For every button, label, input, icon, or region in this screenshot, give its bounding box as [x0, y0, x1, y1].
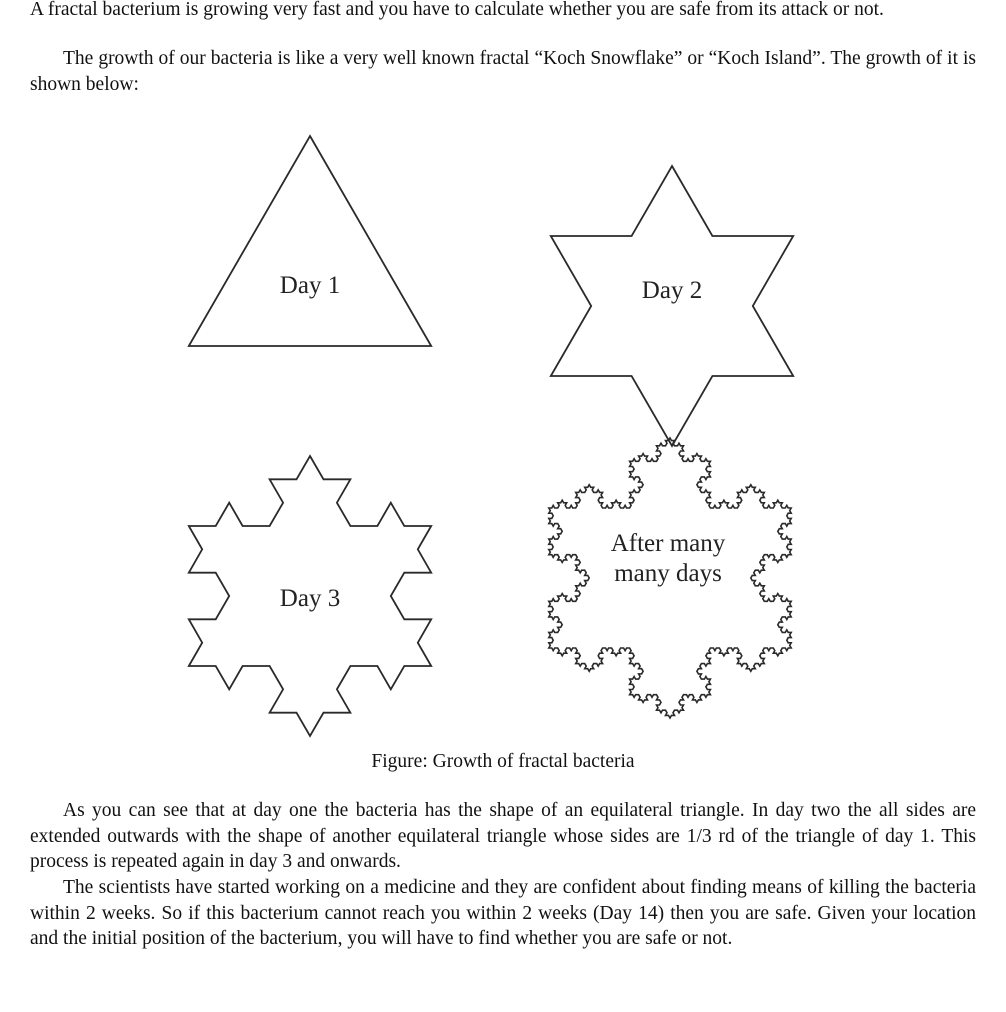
- intro-paragraph: A fractal bacterium is growing very fast and you have to calculate whether you are safe from its attack or not.: [30, 0, 884, 20]
- panel-after-many-days: [549, 438, 791, 718]
- panel-label: Day 3: [279, 585, 341, 612]
- panel-label: many days: [614, 560, 722, 587]
- figure-caption: Figure: Growth of fractal bacteria: [371, 751, 635, 772]
- growth-explanation-paragraph: As you can see that at day one the bacteria has the shape of an equilateral triangle. In day two the all sides are extended outwards with the shape of another equilateral triangle whose sides are 1/3 rd of the triangle of day 1. This process is repeated again in day 3 and onwards.: [30, 800, 976, 872]
- koch-shape: [551, 166, 793, 446]
- panel-day-3: [189, 456, 431, 736]
- panel-label: Day 2: [641, 277, 703, 304]
- fractal-growth-figure: [140, 118, 860, 748]
- panel-day-1: [189, 136, 431, 346]
- koch-shape: [189, 136, 431, 346]
- panel-day-2: [551, 166, 793, 446]
- koch-description-paragraph: The growth of our bacteria is like a very well known fractal “Koch Snowflake” or “Koch Island”. The growth of it is shown below:: [30, 48, 976, 95]
- medicine-paragraph: The scientists have started working on a medicine and they are confident about finding means of killing the bacteria within 2 weeks. So if this bacterium cannot reach you within 2 weeks (Day 14) then you are safe. Given your location and the initial position of the bacterium, you will have to find whether you are safe or not.: [30, 877, 976, 949]
- panel-label: Day 1: [279, 272, 341, 299]
- panel-label: After many: [610, 530, 726, 557]
